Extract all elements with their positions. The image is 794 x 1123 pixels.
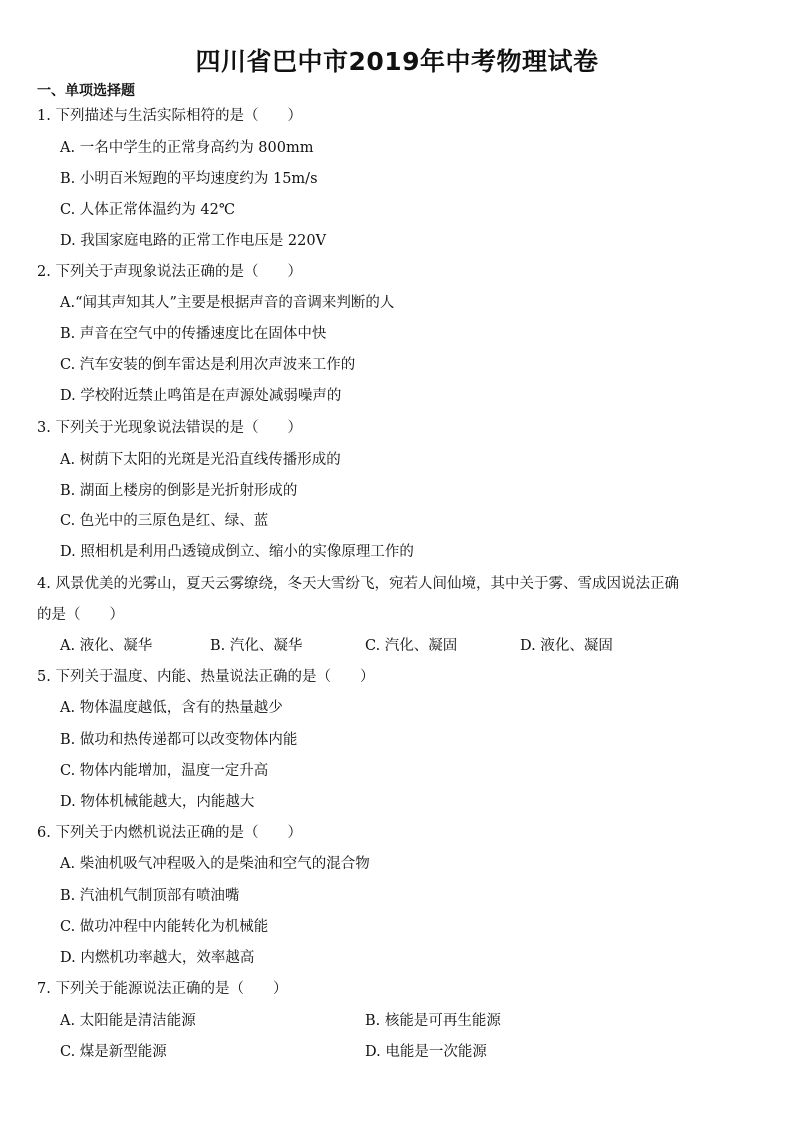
question-5-option-a: A. 物体温度越低，含有的热量越少 <box>60 700 283 716</box>
question-3-option-c: C. 色光中的三原色是红、绿、蓝 <box>60 513 269 529</box>
question-4-option-c: C. 汽化、凝固 <box>365 638 458 654</box>
question-4-option-a: A. 液化、凝华 <box>60 638 153 654</box>
question-6-option-a: A. 柴油机吸气冲程吸入的是柴油和空气的混合物 <box>60 856 370 872</box>
question-3-stem: 3. 下列关于光现象说法错误的是（ ） <box>37 420 302 436</box>
question-6-option-d: D. 内燃机功率越大，效率越高 <box>60 950 255 966</box>
question-3-option-a: A. 树荫下太阳的光斑是光沿直线传播形成的 <box>60 452 341 468</box>
question-6-option-b: B. 汽油机气制顶部有喷油嘴 <box>60 888 240 904</box>
question-2-option-a: A.“闻其声知其人”主要是根据声音的音调来判断的人 <box>60 295 395 311</box>
question-4-stem-continued: 的是（ ） <box>37 607 124 623</box>
question-1-option-d: D. 我国家庭电路的正常工作电压是 220V <box>60 233 327 249</box>
question-3-option-b: B. 湖面上楼房的倒影是光折射形成的 <box>60 483 298 499</box>
question-4-option-d: D. 液化、凝固 <box>520 638 613 654</box>
question-1-option-b: B. 小明百米短跑的平均速度约为 15m/s <box>60 171 318 187</box>
question-2-option-d: D. 学校附近禁止鸣笛是在声源处减弱噪声的 <box>60 388 342 404</box>
question-4-stem: 4. 风景优美的光雾山，夏天云雾缭绕，冬天大雪纷飞，宛若人间仙境，其中关于雾、雪成因说法正确 <box>37 576 679 592</box>
question-1-option-a: A. 一名中学生的正常身高约为 800mm <box>60 140 314 156</box>
question-3-option-d: D. 照相机是利用凸透镜成倒立、缩小的实像原理工作的 <box>60 544 414 560</box>
question-4-option-b: B. 汽化、凝华 <box>210 638 303 654</box>
question-2-option-c: C. 汽车安装的倒车雷达是利用次声波来工作的 <box>60 357 356 373</box>
question-6-option-c: C. 做功冲程中内能转化为机械能 <box>60 919 269 935</box>
question-6-stem: 6. 下列关于内燃机说法正确的是（ ） <box>37 825 302 841</box>
question-1-option-c: C. 人体正常体温约为 42℃ <box>60 202 236 218</box>
question-5-stem: 5. 下列关于温度、内能、热量说法正确的是（ ） <box>37 669 375 685</box>
question-7-option-b: B. 核能是可再生能源 <box>365 1013 501 1029</box>
section-heading: 一、单项选择题 <box>37 83 135 99</box>
question-5-option-b: B. 做功和热传递都可以改变物体内能 <box>60 732 298 748</box>
question-1-stem: 1. 下列描述与生活实际相符的是（ ） <box>37 108 302 124</box>
question-7-option-a: A. 太阳能是清洁能源 <box>60 1013 196 1029</box>
question-5-option-c: C. 物体内能增加，温度一定升高 <box>60 763 269 779</box>
page-title: 四川省巴中市2019年中考物理试卷 <box>195 47 599 76</box>
question-7-option-c: C. 煤是新型能源 <box>60 1044 167 1060</box>
question-2-stem: 2. 下列关于声现象说法正确的是（ ） <box>37 264 302 280</box>
question-7-option-d: D. 电能是一次能源 <box>365 1044 487 1060</box>
question-2-option-b: B. 声音在空气中的传播速度比在固体中快 <box>60 326 327 342</box>
question-7-stem: 7. 下列关于能源说法正确的是（ ） <box>37 981 288 997</box>
question-5-option-d: D. 物体机械能越大，内能越大 <box>60 794 255 810</box>
